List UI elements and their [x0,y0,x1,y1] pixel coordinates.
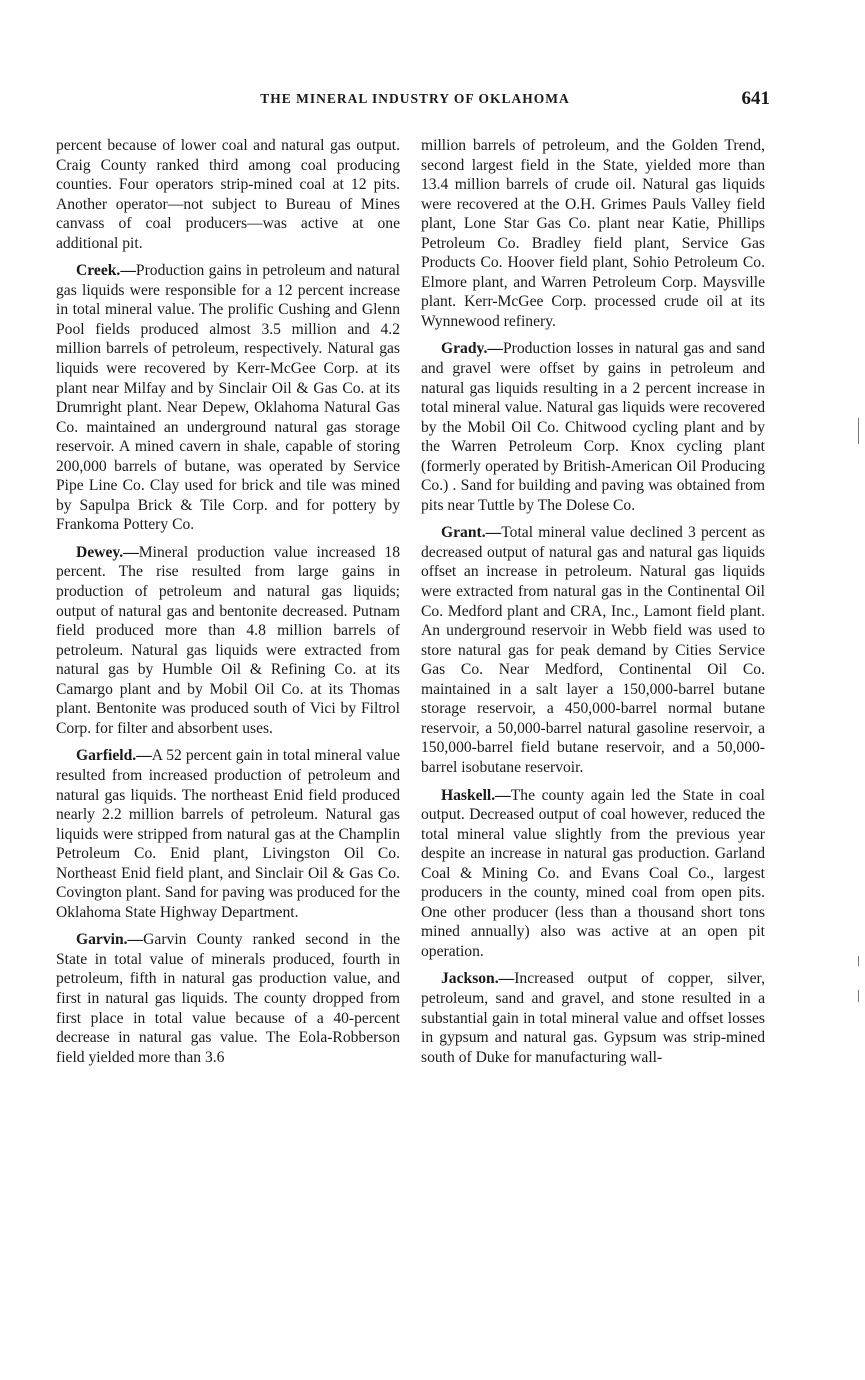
continued-paragraph: percent because of lower coal and natural gas output. Craig County ranked third among coal producing counties. Four operators strip-mined coal at 12 pits. Another operator—not subject to Bureau of Mines canvass of coal producers—was active at one additional pit. [56,137,400,252]
county-heading-garvin: Garvin.— [76,931,144,949]
paragraph-garvin [56,930,400,1067]
paragraph-creek [56,261,400,535]
paragraph-jackson [421,969,765,1067]
county-heading-haskell: Haskell.— [441,786,511,804]
county-heading-jackson: Jackson.— [441,970,515,988]
right-column [421,136,765,1075]
paragraph-text-haskell: The county again led the State in coal output. Decreased output of coal however, reduced the total mineral value slightly from the previous year despite an increase in natural gas production. Garland Coal & Mining Co. and Evans Coal Co., largest producers in the county, mined coal from open pits. One other producer (less than a thousand short tons mined annually) also was active at an open pit operation. [421,786,765,960]
continued-paragraph: million barrels of petroleum, and the Golden Trend, second largest field in the State, yielded more than 13.4 million barrels of crude oil. Natural gas liquids were recovered at the O.H. Grimes Pauls Valley field plant, Lone Star Gas Co. plant near Katie, Phillips Petroleum Co. Bradley field plant, Service Gas Products Co. Hoover field plant, Sohio Petroleum Co. Elmore plant, and Warren Petroleum Corp. Maysville plant. Kerr-McGee Corp. processed crude oil at its Wynnewood refinery. [421,137,765,330]
paragraph-text-grant: Total mineral value declined 3 percent as decreased output of natural gas and natural gas liquids offset an increase in petroleum. Natural gas liquids were extracted from natural gas in the Continental Oil Co. Medford plant and CRA, Inc., Lamont field plant. An underground reservoir in Webb field was used to store natural gas for peak demand by Cities Service Gas Co. Near Medford, Continental Oil Co. maintained in a salt layer a 150,000-barrel butane storage reservoir, a 450,000-barrel normal butane reservoir, a 50,000-barrel natural gasoline reservoir, a 150,000-barrel field butane reservoir, and a 50,000-barrel isobutane reservoir. [421,524,765,776]
paragraph-text-grady: Production losses in natural gas and sand and gravel were offset by gains in petroleum and natural gas liquids resulting in a 2 percent increase in total mineral value. Natural gas liquids were recovered by the Mobil Oil Co. Chitwood cycling plant and by the Warren Petroleum Corp. Knox cycling plant (formerly operated by British-American Oil Producing Co.) . Sand for building and paving was obtained from pits near Tuttle by The Dolese Co. [421,340,765,514]
scan-edge-mark [858,990,859,1002]
paragraph-haskell [421,786,765,962]
paragraph-grady [421,339,765,515]
page-header [60,88,770,114]
county-heading-grady: Grady.— [441,340,503,358]
paragraph-text-jackson: Increased output of copper, silver, petroleum, sand and gravel, and stone resulted in a substantial gain in total mineral value and offset losses in gypsum and natural gas. Gypsum was strip-mined south of Duke for manufacturing wall- [421,970,765,1066]
page-number: 641 [741,88,770,109]
left-column [56,136,400,1075]
paragraph-text-garvin: Garvin County ranked second in the State in total value of minerals produced, fourth in petroleum, fifth in natural gas production value, and first in natural gas liquids. The county dropped from first place in total value because of a 40-percent decrease in natural gas value. The Eola-Robberson field yielded more than 3.6 [56,931,400,1066]
paragraph-garfield [56,746,400,922]
paragraph-dewey [56,543,400,738]
paragraph-grant [421,523,765,777]
scan-edge-mark [858,418,859,444]
county-heading-grant: Grant.— [441,524,502,542]
county-heading-dewey: Dewey.— [76,543,139,561]
county-heading-garfield: Garfield.— [76,747,152,765]
paragraph-text-dewey: Mineral production value increased 18 percent. The rise resulted from large gains in production of petroleum and natural gas liquids; output of natural gas and bentonite decreased. Putnam field produced more than 4.8 million barrels of petroleum. Natural gas liquids were extracted from natural gas by Humble Oil & Refining Co. at its Camargo plant and by Mobil Oil Co. at its Thomas plant. Bentonite was produced south of Vici by Filtrol Corp. for filter and absorbent uses. [56,543,400,737]
paragraph-text-garfield: A 52 percent gain in total mineral value resulted from increased production of petroleum and natural gas liquids. The northeast Enid field produced nearly 2.2 million barrels of petroleum. Natural gas liquids were stripped from natural gas at the Champlin Petroleum Co. Enid plant, Livingston Oil Co. Northeast Enid field plant, and Sinclair Oil & Gas Co. Covington plant. Sand for paving was produced for the Oklahoma State Highway Department. [56,747,400,921]
running-head: THE MINERAL INDUSTRY OF OKLAHOMA [260,91,570,106]
scan-edge-mark [858,956,859,966]
county-heading-creek: Creek.— [76,262,136,280]
paragraph-text-creek: Production gains in petroleum and natural gas liquids were responsible for a 12 percent increase in total mineral value. The prolific Cushing and Glenn Pool fields produced almost 3.5 million and 4.2 million barrels of petroleum, respectively. Natural gas liquids were recovered by Kerr-McGee Corp. at its plant near Milfay and by Sinclair Oil & Gas Co. at its Drumright plant. Near Depew, Oklahoma Natural Gas Co. maintained an underground natural gas storage reservoir. A mined cavern in shale, capable of storing 200,000 barrels of butane, was operated by Service Pipe Line Co. Clay used for brick and tile was mined by Sapulpa Brick & Tile Corp. and for pottery by Frankoma Pottery Co. [56,262,400,534]
